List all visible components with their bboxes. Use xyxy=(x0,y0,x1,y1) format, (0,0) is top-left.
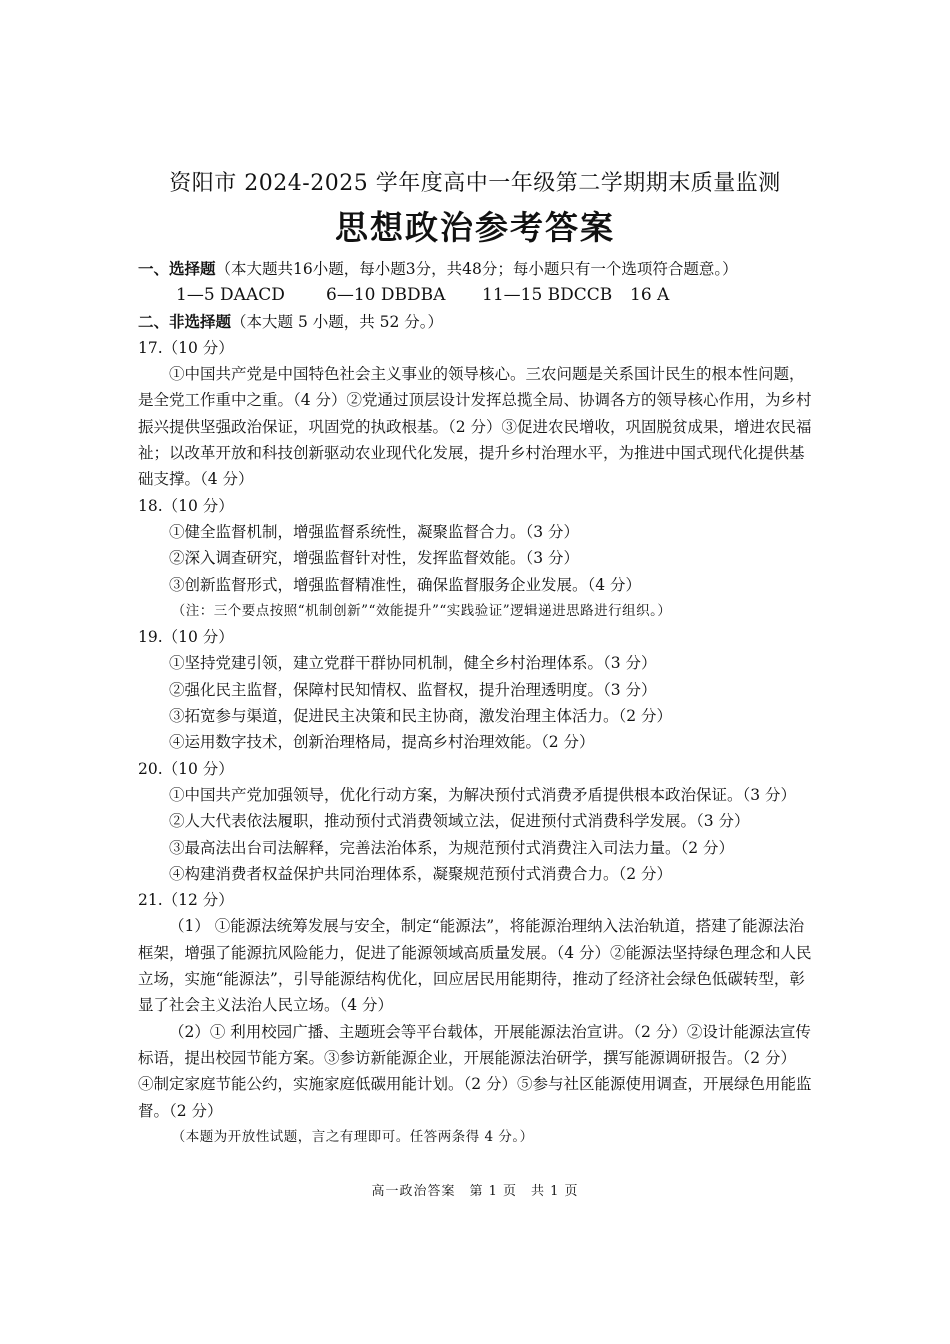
page-footer: 高一政治答案 第 1 页 共 1 页 xyxy=(371,1184,579,1199)
section-1-description: （本大题共16小题，每小题3分，共48分；每小题只有一个选项符合题意。） xyxy=(215,260,738,278)
question-18-point-2: ②深入调查研究，增强监督针对性，发挥监督效能。（3 分） xyxy=(169,549,580,568)
page-title: 思想政治参考答案 xyxy=(335,208,615,247)
question-20-point-2: ②人大代表依法履职，推动预付式消费领域立法，促进预付式消费科学发展。（3 分） xyxy=(169,812,750,831)
answer-group-2: 6—10 DBDBA xyxy=(326,285,446,306)
answer-group-4: 16 A xyxy=(630,285,670,306)
multiple-choice-answers xyxy=(138,282,814,308)
question-21-label: 21.（12 分） xyxy=(138,891,234,910)
section-2-title: 二、非选择题 xyxy=(138,312,232,331)
question-20-point-3: ③最高法出台司法解释，完善法治体系，为规范预付式消费注入司法力量。（2 分） xyxy=(169,838,735,857)
question-19-point-1: ①坚持党建引领，建立党群干群协同机制，健全乡村治理体系。（3 分） xyxy=(169,654,657,673)
question-18-point-3: ③创新监督形式，增强监督精准性，确保监督服务企业发展。（4 分） xyxy=(169,575,642,594)
exam-title: 资阳市 2024-2025 学年度高中一年级第二学期期末质量监测 xyxy=(169,171,781,196)
section-2-heading xyxy=(138,309,814,335)
answer-group-1: 1—5 DAACD xyxy=(176,285,285,306)
question-17-label: 17.（10 分） xyxy=(138,338,234,357)
section-2-description: （本大题 5 小题，共 52 分。） xyxy=(231,312,444,331)
answer-group-3: 11—15 BDCCB xyxy=(482,285,613,306)
question-20-label: 20.（10 分） xyxy=(138,759,234,778)
question-18-point-1: ①健全监督机制，增强监督系统性，凝聚监督合力。（3 分） xyxy=(169,522,580,541)
section-1-title: 一、选择题 xyxy=(138,260,216,278)
question-19-point-2: ②强化民主监督，保障村民知情权、监督权，提升治理透明度。（3 分） xyxy=(169,680,657,699)
question-20-point-1: ①中国共产党加强领导，优化行动方案，为解决预付式消费矛盾提供根本政治保证。（3 分） xyxy=(169,785,797,804)
question-18-label: 18.（10 分） xyxy=(138,496,234,515)
question-20-point-4: ④构建消费者权益保护共同治理体系，凝聚规范预付式消费合力。（2 分） xyxy=(169,864,673,883)
question-17-answer: ①中国共产党是中国特色社会主义事业的领导核心。三农问题是关系国计民生的根本性问题，是全党工作重中之重。（4 分）②党通过顶层设计发挥总揽全局、协调各方的领导核心作用，为乡村振兴提供坚强政治保证，巩固党的执政根基。（2 分）③促进农民增收，巩固脱贫成果，增进农民福祉；以改革开放和科技创新驱动农业现代化发展，提升乡村治理水平，为推进中国式现代化提供基础支撑。（4 分） xyxy=(138,365,812,489)
question-19-label: 19.（10 分） xyxy=(138,628,234,647)
question-21-note: （本题为开放性试题，言之有理即可。任答两条得 4 分。） xyxy=(171,1128,534,1145)
question-19-point-3: ③拓宽参与渠道，促进民主决策和民主协商，激发治理主体活力。（2 分） xyxy=(169,707,673,726)
question-18-note: （注：三个要点按照“机制创新”“效能提升”“实践验证”逻辑递进思路进行组织。） xyxy=(171,602,672,619)
answer-content xyxy=(138,256,814,1150)
question-21-part-2: （2）① 利用校园广播、主题班会等平台载体，开展能源法治宣讲。（2 分）②设计能源法宣传标语，提出校园节能方案。③参访新能源企业，开展能源法治研学，撰写能源调研报告。（2 分） ④制定家庭节能公约，实施家庭低碳用能计划。（2 分）⑤参与社区能源使用调查，开展绿色用能监督。（2 分） xyxy=(138,1022,812,1120)
question-19-point-4: ④运用数字技术，创新治理格局，提高乡村治理效能。（2 分） xyxy=(169,733,595,752)
question-21-part-1: （1） ①能源法统筹发展与安全，制定“能源法”，将能源治理纳入法治轨道，搭建了能源法治框架，增强了能源抗风险能力，促进了能源领域高质量发展。（4 分）②能源法坚持绿色理念和人民立场，实施“能源法”，引导能源结构优化，回应居民用能期待，推动了经济社会绿色低碳转型，彰显了社会主义法治人民立场。（4 分） xyxy=(138,917,812,1015)
section-1-heading xyxy=(138,256,814,282)
